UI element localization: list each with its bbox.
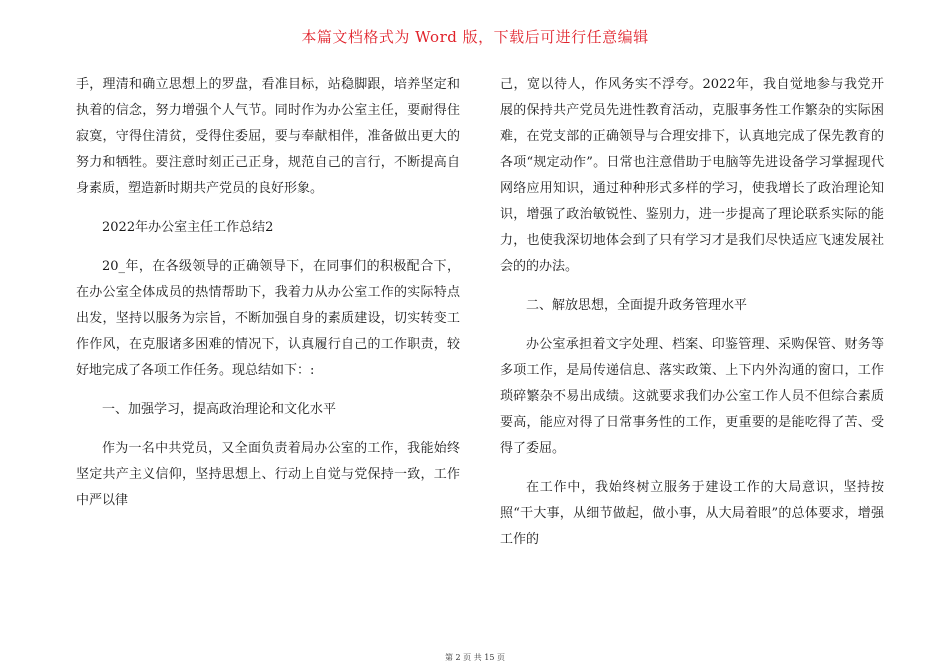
right-text-column (500, 72, 884, 566)
paragraph: 办公室承担着文字处理、档案、印鉴管理、采购保管、财务等多项工作，是局传递信息、落实政策、上下内外沟通的窗口，工作琐碎繁杂不易出成绩。这就要求我们办公室工作人员不但综合素质要高，能应对得了日常事务性的工作，更重要的是能吃得了苦、受得了委屈。 (500, 337, 884, 456)
paragraph: 作为一名中共党员，又全面负责着局办公室的工作，我能始终坚定共产主义信仰，坚持思想上、行动上自觉与党保持一致，工作中严以律 (76, 441, 460, 508)
page-number: 第 2 页 共 15 页 (445, 653, 505, 662)
section-heading: 一、加强学习，提高政治理论和文化水平 (102, 402, 337, 417)
download-notice-banner: 本篇文档格式为 Word 版，下载后可进行任意编辑 (301, 28, 649, 46)
paragraph: 20_年，在各级领导的正确领导下，在同事们的积极配合下，在办公室全体成员的热情帮助下，我着力从办公室工作的实际特点出发，坚持以服务为宗旨，不断加强自身的素质建设，切实转变工作作风，在克服诸多困难的情况下，认真履行自己的工作职责，较好地完成了各项工作任务。现总结如下：: (76, 259, 460, 378)
section-title: 2022年办公室主任工作总结2 (102, 220, 274, 235)
section-heading: 二、解放思想，全面提升政务管理水平 (526, 298, 748, 313)
paragraph: 手，理清和确立思想上的罗盘，看准目标，站稳脚跟，培养坚定和执着的信念，努力增强个人气节。同时作为办公室主任，要耐得住寂寞，守得住清贫，受得住委屈，要与奉献相伴，准备做出更大的努力和牺牲。要注意时刻正己正身，规范自己的言行，不断提高自身素质，塑造新时期共产党员的良好形象。 (76, 77, 460, 196)
paragraph: 在工作中，我始终树立服务于建设工作的大局意识，坚持按照“干大事，从细节做起，做小事，从大局着眼”的总体要求，增强工作的 (500, 480, 884, 547)
left-text-column (76, 72, 460, 527)
paragraph: 己，宽以待人，作风务实不浮夸。2022年，我自觉地参与我党开展的保持共产党员先进性教育活动，克服事务性工作繁杂的实际困难，在党支部的正确领导与合理安排下，认真地完成了保先教育的各项“规定动作”。日常也注意借助于电脑等先进设备学习掌握现代网络应用知识，通过种种形式多样的学习，使我增长了政治理论知识，增强了政治敏锐性、鉴别力，进一步提高了理论联系实际的能力，也使我深切地体会到了只有学习才是我们尽快适应飞速发展社会的的办法。 (500, 77, 884, 274)
